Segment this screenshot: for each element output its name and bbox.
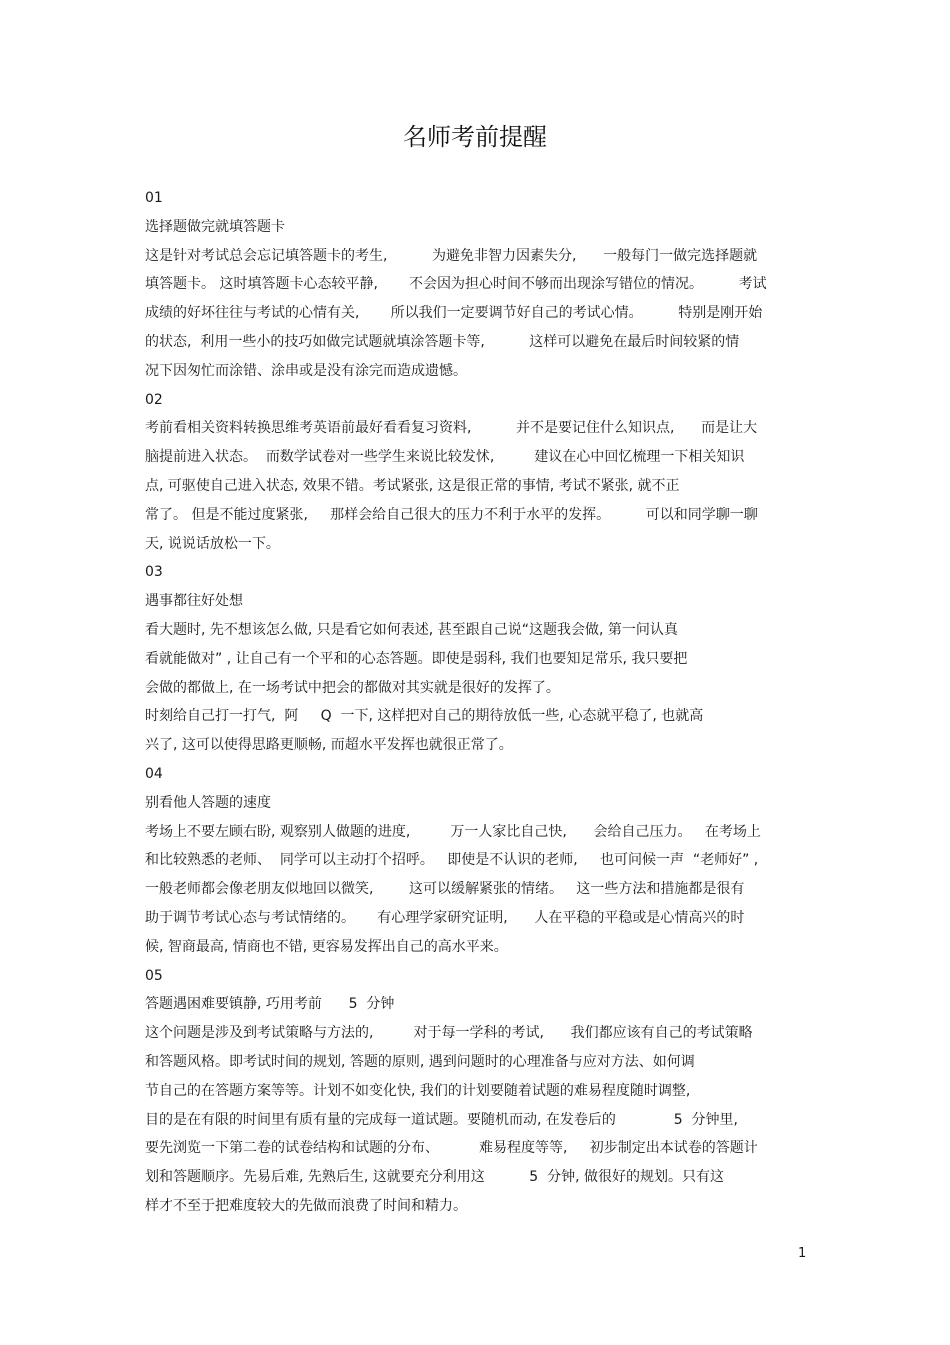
paragraph-line: 要先浏览一下第二卷的试卷结构和试题的分布、 难易程度等等, 初步制定出本试卷的答题计 [145,1140,758,1157]
paragraph-line: 时刻给自己打一打气, 阿 Q 一下, 这样把对自己的期待放低一些, 心态就平稳了, 也就高 [145,708,704,725]
paragraph-line: 助于调节考试心态与考试情绪的。 有心理学家研究证明, 人在平稳的平稳或是心情高兴的时 [145,909,745,926]
document-title: 名师考前提醒 [403,123,547,151]
section-number: 04 [145,765,163,782]
paragraph-line: 的状态, 利用一些小的技巧如做完试题就填涂答题卡等, 这样可以避免在最后时间较紧的情 [145,333,740,350]
paragraph-line: 样才不至于把难度较大的先做而浪费了时间和精力。 [145,1197,467,1214]
paragraph-line: 这个问题是涉及到考试策略与方法的, 对于每一学科的考试, 我们都应该有自己的考试策略 [145,1025,753,1042]
section-heading: 选择题做完就填答题卡 [145,218,285,235]
paragraph-line: 填答题卡。 这时填答题卡心态较平静, 不会因为担心时间不够而出现涂写错位的情况。 考试 [145,276,767,293]
section-heading: 别看他人答题的速度 [145,794,271,811]
paragraph-line: 看大题时, 先不想该怎么做, 只是看它如何表述, 甚至跟自己说“这题我会做, 第一问认真 [145,621,678,638]
paragraph-line: 脑提前进入状态。 而数学试卷对一些学生来说比较发怵, 建议在心中回忆梳理一下相关知识 [145,449,745,466]
paragraph-line: 常了。 但是不能过度紧张, 那样会给自己很大的压力不利于水平的发挥。 可以和同学聊一聊 [145,506,758,523]
paragraph-line: 节自己的在答题方案等等。计划不如变化快, 我们的计划要随着试题的难易程度随时调整, [145,1082,691,1099]
paragraph-line: 况下因匆忙而涂错、涂串或是没有涂完而造成遗憾。 [145,362,467,379]
paragraph-line: 考场上不要左顾右盼, 观察别人做题的进度, 万一人家比自己快, 会给自己压力。 在考场上 [145,823,761,840]
section-number: 01 [145,190,163,206]
paragraph-line: 和答题风格。即考试时间的规划, 答题的原则, 遇到问题时的心理准备与应对方法、如何调 [145,1053,695,1070]
paragraph-line: 会做的都做上, 在一场考试中把会的都做对其实就是很好的发挥了。 [145,679,560,696]
paragraph-line: 和比较熟悉的老师、 同学可以主动打个招呼。 即使是不认识的老师, 也可问候一声 “老师好” , [145,852,759,869]
section-number: 03 [145,564,163,581]
paragraph-line: 兴了, 这可以使得思路更顺畅, 而超水平发挥也就很正常了。 [145,737,513,754]
paragraph-line: 一般老师都会像老朋友似地回以微笑, 这可以缓解紧张的情绪。 这一些方法和措施都是很有 [145,881,745,898]
paragraph-line: 这是针对考试总会忘记填答题卡的考生, 为避免非智力因素失分, 一般每门一做完选择题就 [145,247,758,264]
paragraph-line: 点, 可驱使自己进入状态, 效果不错。考试紧张, 这是很正常的事情, 考试不紧张, 就不正 [145,477,680,494]
paragraph-line: 目的是在有限的时间里有质有量的完成每一道试题。要随机而动, 在发卷后的 5 分钟里, [145,1111,739,1128]
section-heading: 答题遇困难要镇静, 巧用考前 5 分钟 [145,996,395,1013]
section-number: 05 [145,967,163,984]
page-number: 1 [798,1246,807,1261]
paragraph-line: 候, 智商最高, 情商也不错, 更容易发挥出自己的高水平来。 [145,938,508,955]
document-body [145,184,825,1221]
paragraph-line: 划和答题顺序。先易后难, 先熟后生, 这就要充分利用这 5 分钟, 做很好的规划。只有这 [145,1169,725,1186]
paragraph-line: 成绩的好坏往往与考试的心情有关, 所以我们一定要调节好自己的考试心情。 特别是刚开始 [145,305,763,322]
paragraph-line: 看就能做对” , 让自己有一个平和的心态答题。即使是弱科, 我们也要知足常乐, 我只要把 [145,650,688,667]
paragraph-line: 考前看相关资料转换思维考英语前最好看看复习资料, 并不是要记住什么知识点, 而是让大 [145,420,758,437]
paragraph-line: 天, 说说话放松一下。 [145,535,280,552]
section-heading: 遇事都往好处想 [145,593,243,610]
section-number: 02 [145,391,163,408]
